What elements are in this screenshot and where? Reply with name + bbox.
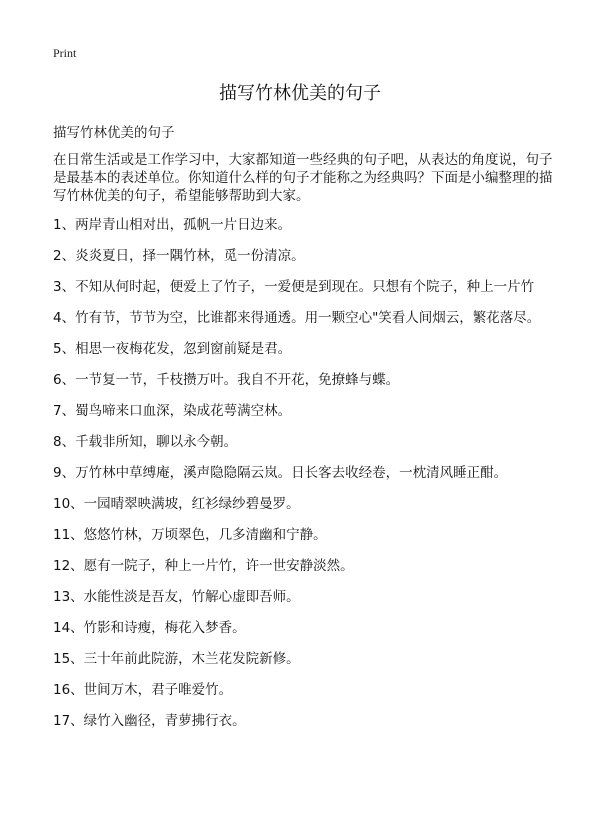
sentence-item: 6、一节复一节，千枝攒万叶。我自不开花，免撩蜂与蝶。	[53, 372, 400, 388]
sentence-item: 9、万竹林中草缚庵，溪声隐隐隔云岚。日长客去收经卷，一枕清风睡正酣。	[53, 465, 508, 481]
page-title: 描写竹林优美的句子	[219, 83, 381, 104]
sentence-item: 16、世间万木，君子唯爱竹。	[53, 682, 233, 698]
sentence-item: 10、一园晴翠映满坡，红衫绿纱碧曼罗。	[53, 496, 300, 512]
sentence-item: 4、竹有节，节节为空，比谁都来得通透。用一颗空心"笑看人间烟云，繁花落尽。	[53, 310, 541, 326]
sentence-item: 3、不知从何时起，便爱上了竹子，一爱便是到现在。只想有个院子，种上一片竹	[53, 279, 535, 295]
sentence-item: 1、两岸青山相对出，孤帆一片日边来。	[53, 217, 292, 233]
print-link[interactable]: Print	[53, 46, 77, 60]
sentence-item: 15、三十年前此院游，木兰花发院新修。	[53, 651, 300, 667]
sentence-item: 5、相思一夜梅花发，忽到窗前疑是君。	[53, 341, 292, 357]
sentence-item: 2、炎炎夏日，择一隅竹林，觅一份清凉。	[53, 248, 305, 264]
sentence-item: 11、悠悠竹林，万顷翠色，几多清幽和宁静。	[53, 527, 327, 543]
sentence-item: 8、千载非所知，聊以永今朝。	[53, 434, 238, 450]
sentence-list	[53, 215, 573, 742]
intro-paragraph: 在日常生活或是工作学习中，大家都知道一些经典的句子吧，从表达的角度说，句子是最基本的表述单位。你知道什么样的句子才能称之为经典吗？下面是小编整理的描写竹林优美的句子，希望能够帮助到大家。	[53, 152, 553, 204]
sentence-item: 12、愿有一院子，种上一片竹，许一世安静淡然。	[53, 558, 354, 574]
subtitle: 描写竹林优美的句子	[53, 125, 175, 141]
sentence-item: 7、蜀鸟啼来口血深，染成花萼满空林。	[53, 403, 292, 419]
sentence-item: 13、水能性淡是吾友，竹解心虚即吾师。	[53, 589, 300, 605]
sentence-item: 17、绿竹入幽径，青萝拂行衣。	[53, 713, 246, 729]
sentence-item: 14、竹影和诗瘦，梅花入梦香。	[53, 620, 246, 636]
